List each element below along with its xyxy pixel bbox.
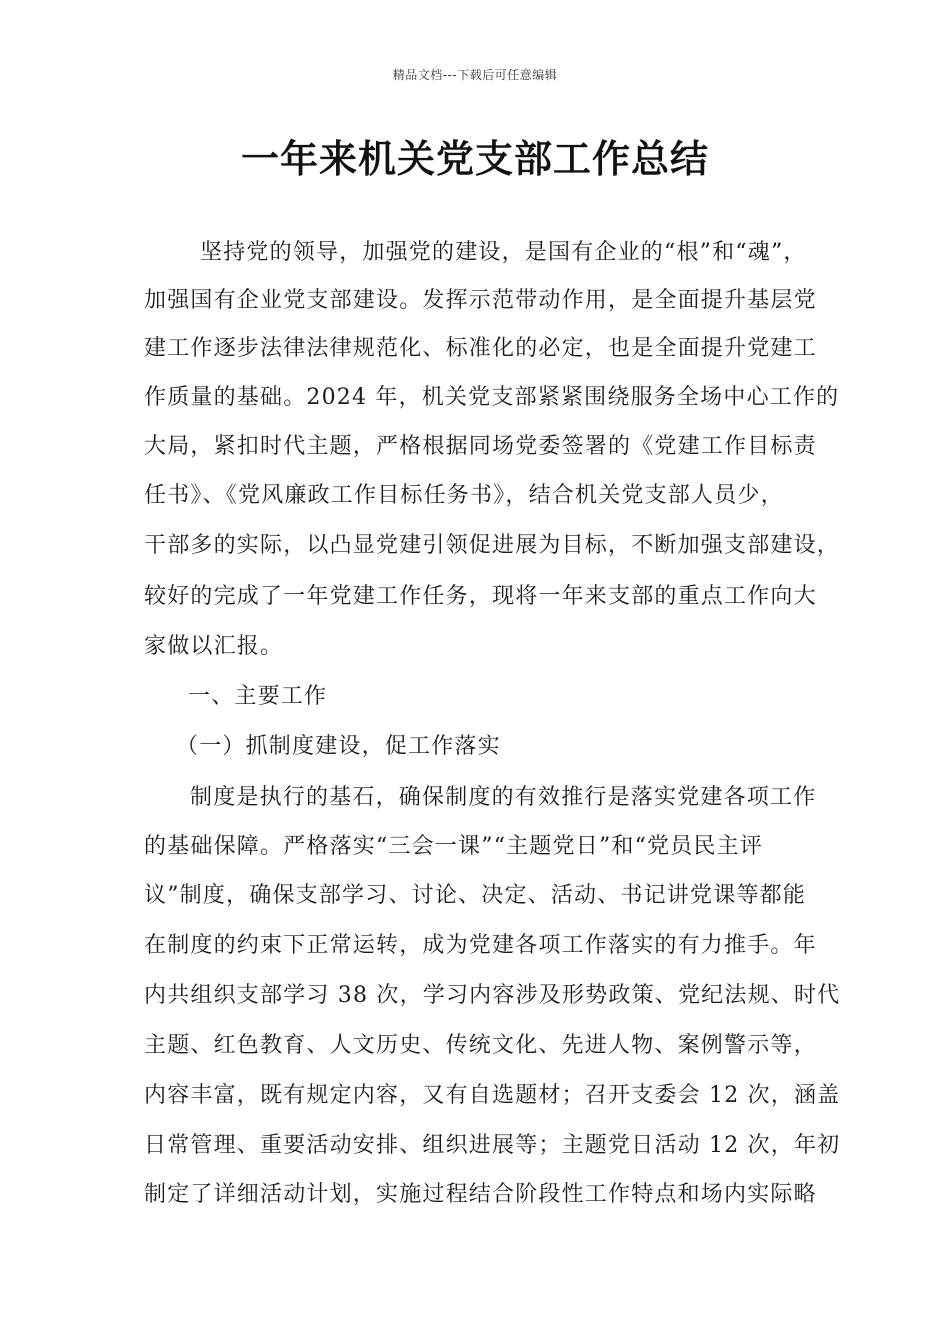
text-line: 主题、红色教育、人文历史、传统文化、先进人物、案例警示等，	[144, 1033, 817, 1058]
text-line: 制定了详细活动计划，实施过程结合阶段性工作特点和场内实际略	[144, 1182, 817, 1207]
section-heading: 一、主要工作	[188, 684, 328, 709]
text-line: 大局，紧扣时代主题，严格根据同场党委签署的《党建工作目标责	[144, 434, 817, 459]
text-line: 内容丰富，既有规定内容，又有自选题材；召开支委会 12 次，涵盖	[144, 1083, 841, 1108]
text-line: 作质量的基础。2024 年，机关党支部紧紧围绕服务全场中心工作的	[144, 385, 840, 410]
text-line: 加强国有企业党支部建设。发挥示范带动作用，是全面提升基层党	[144, 288, 817, 313]
text-line: 建工作逐步法律法律规范化、标准化的必定，也是全面提升党建工	[144, 336, 817, 361]
text-line: 任书》、《党风廉政工作目标任务书》，结合机关党支部人员少，	[144, 483, 784, 508]
text-line: 坚持党的领导，加强党的建设，是国有企业的“根”和“魂”，	[200, 240, 807, 265]
text-line: 内共组织支部学习 38 次，学习内容涉及形势政策、党纪法规、时代	[144, 983, 841, 1008]
text-line: 家做以汇报。	[144, 634, 284, 659]
text-line: 干部多的实际，以凸显党建引领促进展为目标，不断加强支部建设，	[144, 533, 841, 558]
header-note: 精品文档---下载后可任意编辑	[392, 68, 558, 82]
text-line: 制度是执行的基石，确保制度的有效推行是落实党建各项工作	[190, 785, 817, 810]
text-line: 议”制度，确保支部学习、讨论、决定、活动、书记讲党课等都能	[144, 883, 807, 908]
document-title: 一年来机关党支部工作总结	[240, 137, 709, 181]
text-line: 的基础保障。严格落实“三会一课”“主题党日”和“党员民主评	[144, 834, 764, 859]
subsection-heading: （一）抓制度建设，促工作落实	[176, 734, 501, 759]
text-line: 日常管理、重要活动安排、组织进展等；主题党日活动 12 次，年初	[144, 1133, 841, 1158]
text-line: 较好的完成了一年党建工作任务，现将一年来支部的重点工作向大	[144, 584, 817, 609]
text-line: 在制度的约束下正常运转，成为党建各项工作落实的有力推手。年	[144, 933, 817, 958]
